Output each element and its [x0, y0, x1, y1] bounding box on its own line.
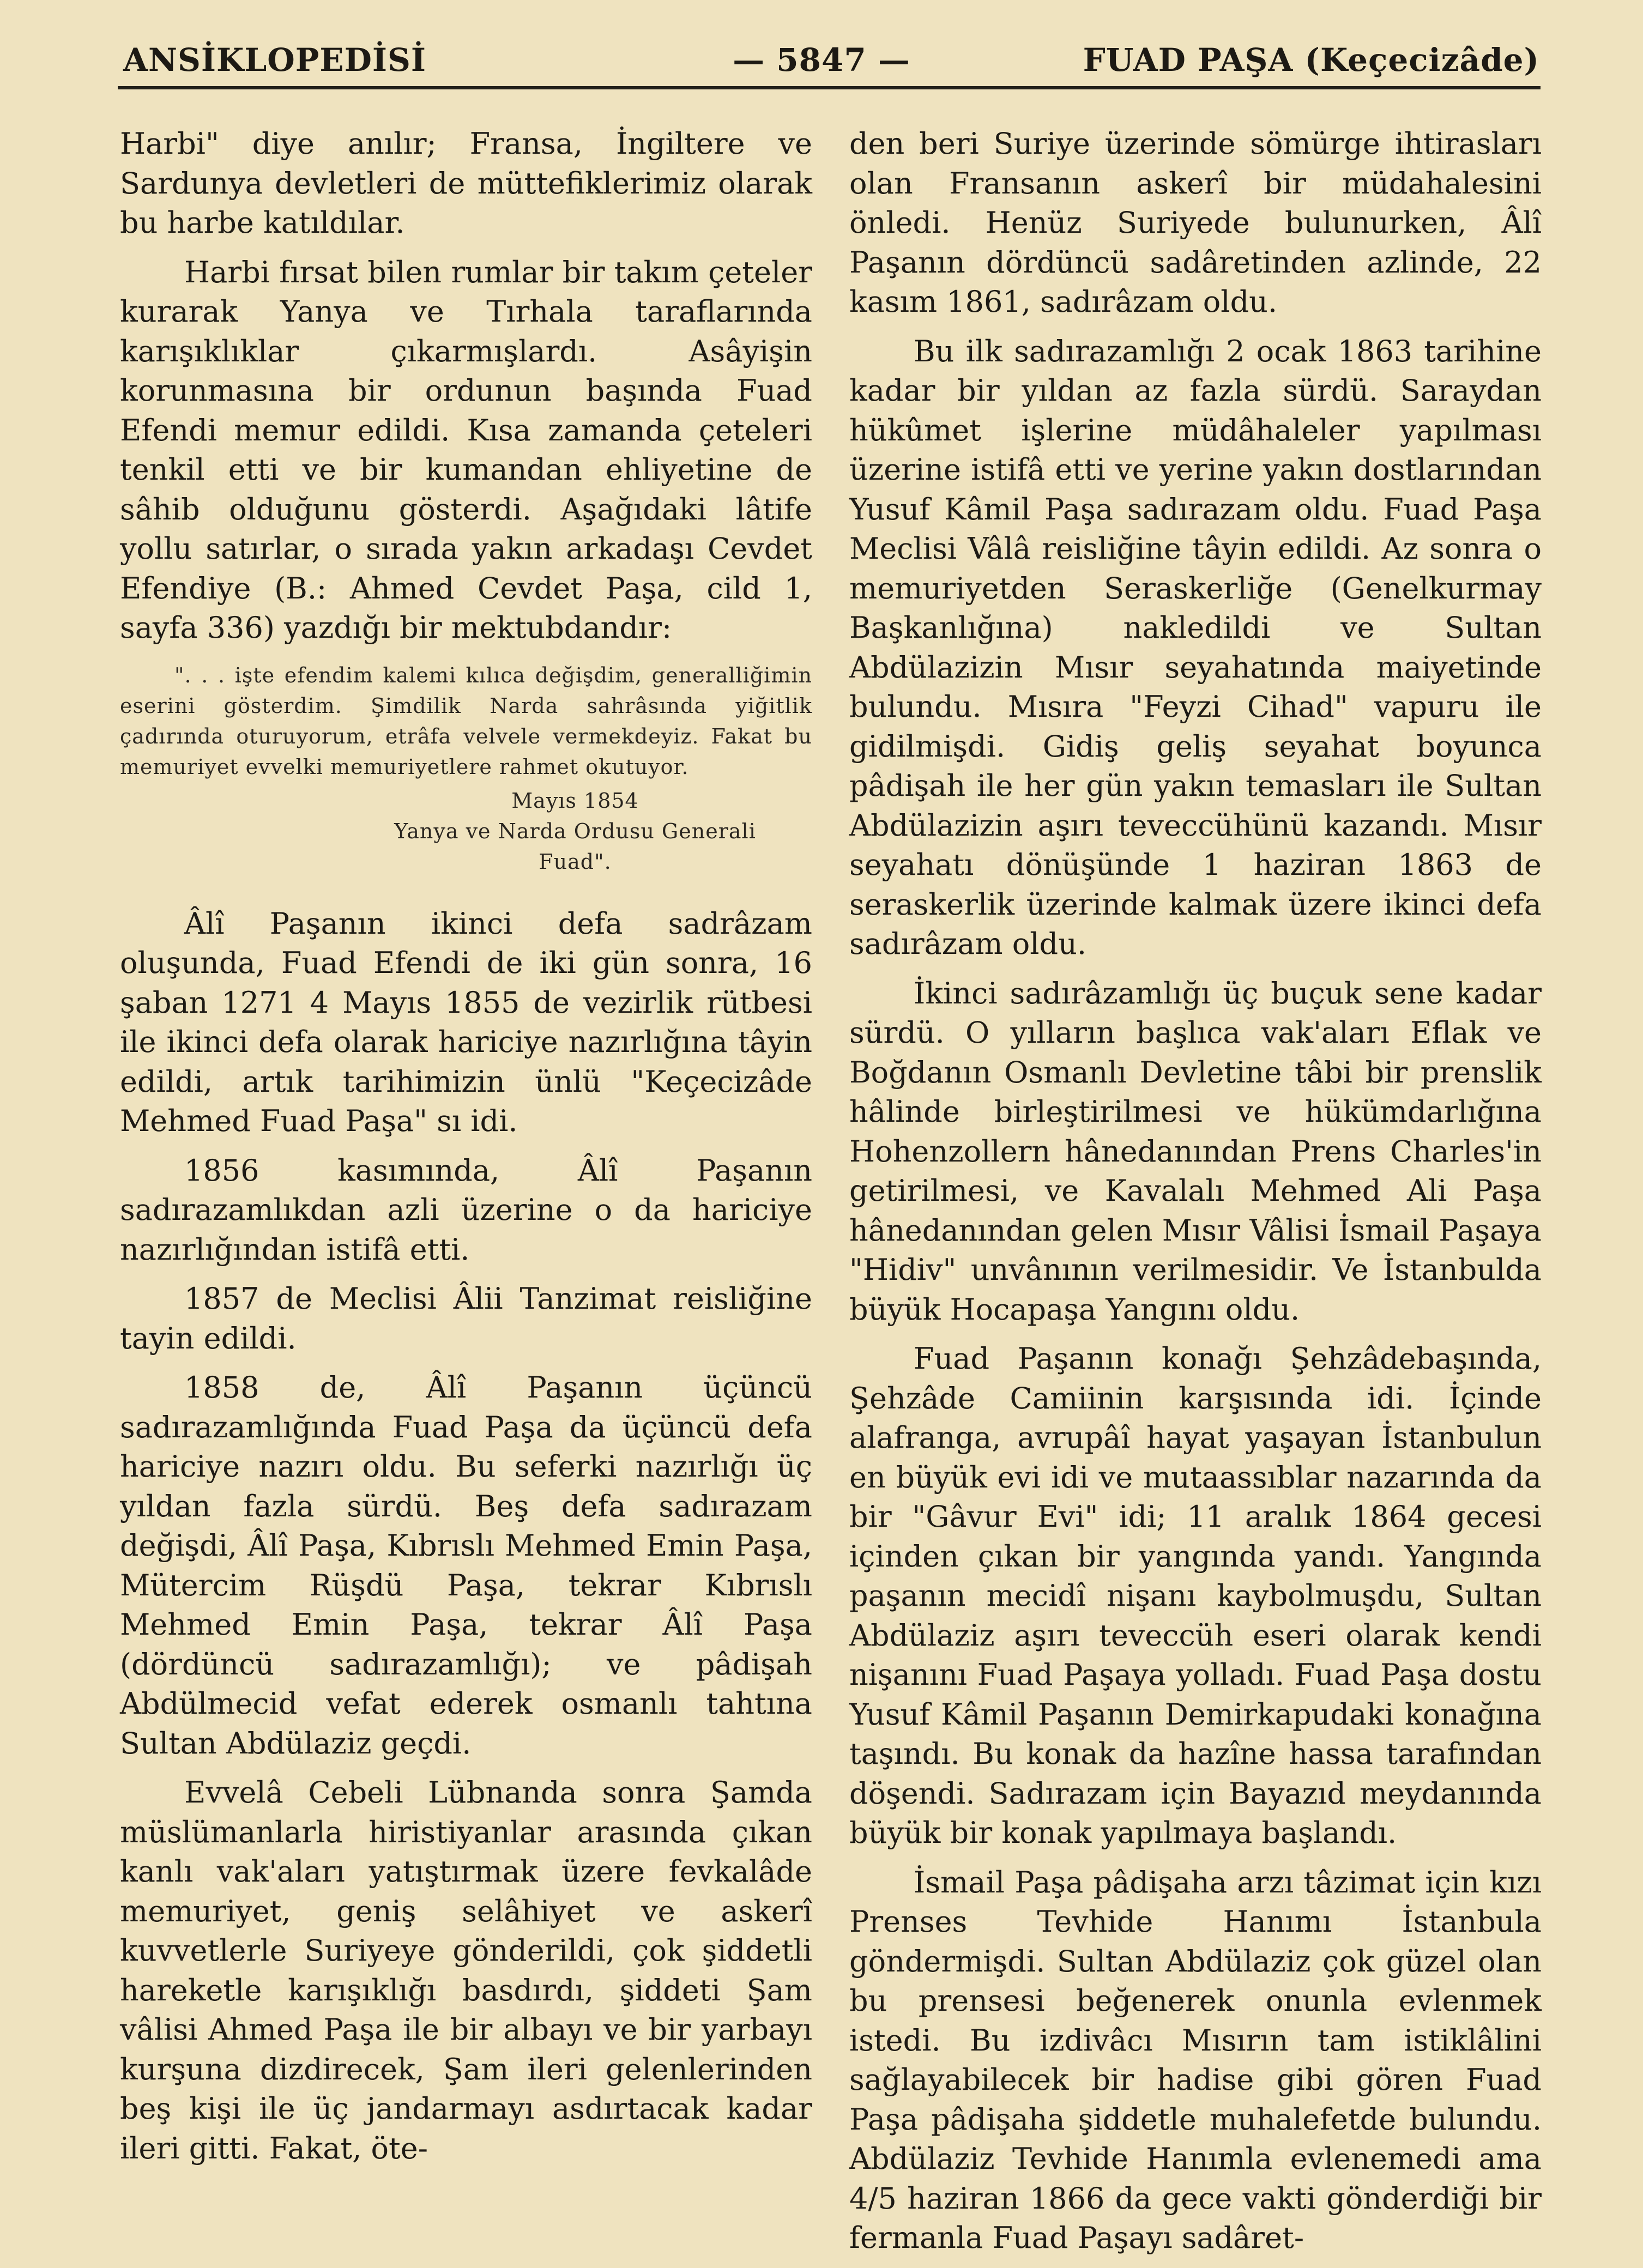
paragraph: Fuad Paşanın konağı Şehzâdebaşında, Şehzâde Camiinin karşısında idi. İçinde alafranga, avrupâî hayat yaşayan İstanbulun en büyük evi idi ve mutaassıblar nazarında da bir "Gâvur Evi" idi; 11 aralık 1864 gecesi içinden çıkan bir yangında yandı. Yangında paşanın mecidî nişanı kaybolmuşdu, Sultan Abdülaziz aşırı teveccüh eseri olarak kendi nişanını Fuad Paşaya yolladı. Fuad Paşa dostu Yusuf Kâmil Paşanın Demirkapudaki konağına taşındı. Bu konak da hazîne hassa tarafından döşendi. Sadırazam için Bayazıd meydanında büyük bir konak yapılmaya başlandı.: [849, 1341, 1542, 1850]
quote-text: ". . . işte efendim kalemi kılıca değişdim, generalliğimin eserini gösterdim. Şimdilik Narda sahrâsında yiğitlik çadırında oturuyorum, etrâfa velvele vermekdeyiz. Fakat bu memuriyet evvelki memuriyetlere rahmet okutuyor.: [120, 663, 812, 779]
page-number: — 5847 —: [733, 41, 910, 78]
header-rule: [118, 86, 1541, 89]
left-column: [120, 124, 812, 2178]
paragraph: 1857 de Meclisi Âlii Tanzimat reisliğine tayin edildi.: [120, 1281, 812, 1356]
quote-date: Mayıs 1854: [511, 788, 639, 813]
running-header-right: FUAD PAŞA (Keçecizâde): [1083, 41, 1539, 78]
paragraph: İsmail Paşa pâdişaha arzı tâzimat için kızı Prenses Tevhide Hanımı İstanbula göndermişdi. Sultan Abdülaziz çok güzel olan bu prensesi beğenerek onunla evlenmek istedi. Bu izdivâcı Mısırın tam istiklâlini sağlayabilecek bir hadise gibi gören Fuad Paşa pâdişaha şiddetle muhalefetde bulundu. Abdülaziz Tevhide Hanımla evlenemedi ama 4/5 haziran 1866 da gece vakti gönderdiği bir fermanla Fuad Paşayı sadâret-: [849, 1865, 1542, 2255]
paragraph: Harbi" diye anılır; Fransa, İngiltere ve Sardunya devletleri de müttefiklerimiz olarak bu harbe katıldılar.: [120, 126, 812, 240]
paragraph: Âlî Paşanın ikinci defa sadrâzam oluşunda, Fuad Efendi de iki gün sonra, 16 şaban 1271 4 Mayıs 1855 de vezirlik rütbesi ile ikinci defa olarak hariciye nazırlığına tâyin edildi, artık tarihimizin ünlü "Keçecizâde Mehmed Fuad Paşa" sı idi.: [120, 906, 812, 1138]
right-column: [849, 124, 1542, 2268]
paragraph: Bu ilk sadırazamlığı 2 ocak 1863 tarihine kadar bir yıldan az fazla sürdü. Saraydan hükûmet işlerine müdâhaleler yapılması üzerine istifâ etti ve yerine yakın dostlarından Yusuf Kâmil Paşa sadırazam oldu. Fuad Paşa Meclisi Vâlâ reisliğine tâyin edildi. Az sonra o memuriyetden Seraskerliğe (Genelkurmay Başkanlığına) nakledildi ve Sultan Abdülazizin Mısır seyahatında maiyetinde bulundu. Mısıra "Feyzi Cihad" vapuru ile gidilmişdi. Gidiş geliş seyahat boyunca pâdişah ile her gün yakın temasları ile Sultan Abdülazizin aşırı teveccühünü kazandı. Mısır seyahatı dönüşünde 1 haziran 1863 de seraskerlik üzerinde kalmak üzere ikinci defa sadırâzam oldu.: [849, 334, 1542, 961]
paragraph: den beri Suriye üzerinde sömürge ihtirasları olan Fransanın askerî bir müdahalesini önledi. Henüz Suriyede bulunurken, Âlî Paşanın dördüncü sadâretinden azlinde, 22 kasım 1861, sadırâzam oldu.: [849, 126, 1542, 319]
paragraph: 1858 de, Âlî Paşanın üçüncü sadırazamlığında Fuad Paşa da üçüncü defa hariciye nazırı oldu. Bu seferki nazırlığı üç yıldan fazla sürdü. Beş defa sadırazam değişdi, Âlî Paşa, Kıbrıslı Mehmed Emin Paşa, Mütercim Rüşdü Paşa, tekrar Kıbrıslı Mehmed Emin Paşa, tekrar Âlî Paşa (dördüncü sadırazamlığı); ve pâdişah Abdülmecid vefat ederek osmanlı tahtına Sultan Abdülaziz geçdi.: [120, 1370, 812, 1761]
letter-quote: [120, 660, 812, 877]
running-header-left: ANSİKLOPEDİSİ: [123, 41, 427, 78]
quote-signer-name: Fuad".: [539, 849, 612, 874]
paragraph: İkinci sadırâzamlığı üç buçuk sene kadar sürdü. O yılların başlıca vak'aları Eflak ve Boğdanın Osmanlı Devletine tâbi bir prenslik hâlinde birleştirilmesi ve hükümdarlığına Hohenzollern hânedanından Prens Charles'in getirilmesi, ve Kavalalı Mehmed Ali Paşa hânedanından gelen Mısır Vâlisi İsmail Paşaya "Hidiv" unvânının verilmesidir. Ve İstanbulda büyük Hocapaşa Yangını oldu.: [849, 976, 1542, 1327]
paragraph: 1856 kasımında, Âlî Paşanın sadırazamlıkdan azli üzerine o da hariciye nazırlığından istifâ etti.: [120, 1153, 812, 1267]
paragraph: Harbi fırsat bilen rumlar bir takım çeteler kurarak Yanya ve Tırhala taraflarında karışıklıklar çıkarmışlardı. Asâyişin korunmasına bir ordunun başında Fuad Efendi memur edildi. Kısa zamanda çeteleri tenkil etti ve bir kumandan ehliyetine de sâhib olduğunu gösterdi. Aşağıdaki lâtife yollu satırlar, o sırada yakın arkadaşı Cevdet Efendiye (B.: Ahmed Cevdet Paşa, cild 1, sayfa 336) yazdığı bir mektubdandır:: [120, 255, 812, 645]
quote-signature: [120, 785, 812, 877]
quote-signer-title: Yanya ve Narda Ordusu Generali: [394, 819, 756, 843]
paragraph: Evvelâ Cebeli Lübnanda sonra Şamda müslümanlarla hiristiyanlar arasında çıkan kanlı vak'aları yatıştırmak üzere fevkalâde memuriyet, geniş selâhiyet ve askerî kuvvetlerle Suriyeye gönderildi, çok şiddetli hareketle karışıklığı basdırdı, şiddeti Şam vâlisi Ahmed Paşa ile bir albayı ve bir yarbayı kurşuna dizdirecek, Şam ileri gelenlerinden beş kişi ile üç jandarmayı asdırtacak kadar ileri gitti. Fakat, öte-: [120, 1775, 812, 2166]
